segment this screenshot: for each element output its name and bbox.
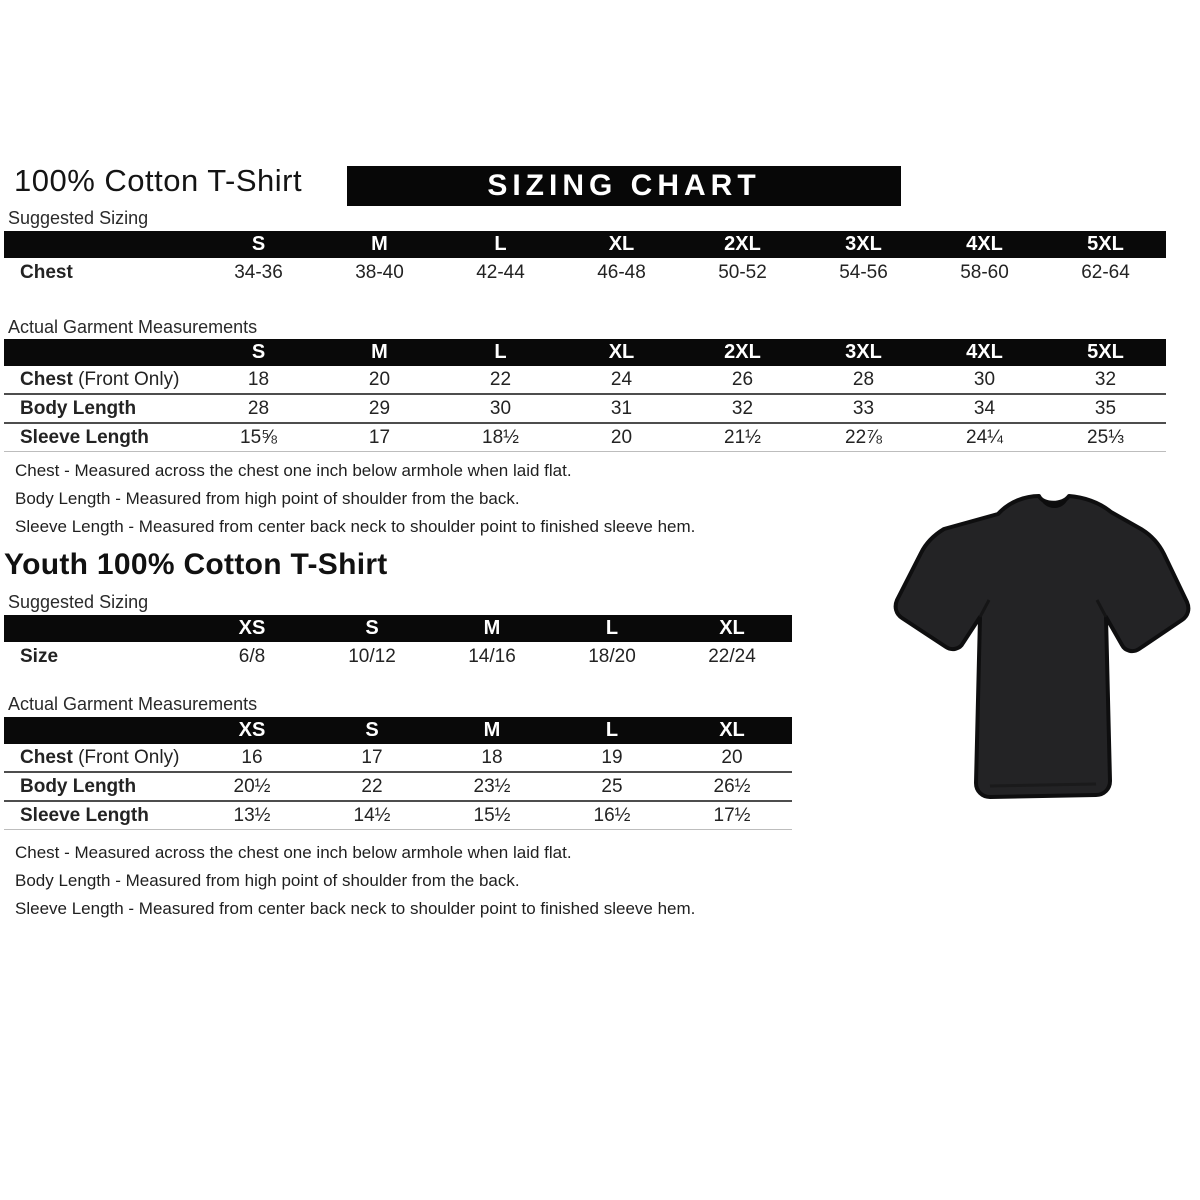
size-column-header: M: [319, 339, 440, 366]
empty-header-cell: [4, 717, 192, 744]
row-label: Size: [20, 645, 59, 667]
size-column-header: XL: [672, 717, 792, 744]
table-cell: 62-64: [1081, 261, 1130, 283]
note-body-length: Body Length - Measured from high point of shoulder from the back.: [15, 871, 520, 890]
table-cell: 50-52: [718, 261, 767, 283]
table-cell: 25⅓: [1045, 423, 1166, 452]
table-cell: 34: [924, 394, 1045, 423]
youth-section-title: Youth 100% Cotton T-Shirt: [4, 548, 388, 581]
table-cell: 20: [368, 368, 391, 390]
table-cell: 58-60: [960, 261, 1009, 283]
table-cell: 14/16: [468, 645, 516, 667]
adult-suggested-sizing-table: [4, 231, 1166, 287]
sleeve-length-row: [4, 423, 1166, 452]
table-cell: 19: [601, 746, 623, 768]
size-column-header: 3XL: [803, 339, 924, 366]
size-header-row: [4, 339, 1166, 366]
table-cell: 20: [561, 423, 682, 452]
size-column-header: L: [440, 339, 561, 366]
size-column-header: S: [312, 717, 432, 744]
table-cell: 35: [1045, 394, 1166, 423]
chest-front-only-row: [4, 366, 1166, 394]
youth-size-row: [4, 642, 792, 671]
row-label: Body Length: [4, 772, 192, 801]
row-label: Sleeve Length: [4, 801, 192, 830]
size-column-header: XS: [192, 615, 312, 642]
table-cell: 18: [247, 368, 270, 390]
table-cell: 20½: [192, 772, 312, 801]
table-cell: 30: [440, 394, 561, 423]
table-cell: 32: [1094, 368, 1117, 390]
table-cell: 18½: [440, 423, 561, 452]
table-cell: 15⅝: [198, 423, 319, 452]
tshirt-graphic: [890, 488, 1195, 808]
table-cell: 22: [489, 368, 512, 390]
table-cell: 28: [852, 368, 875, 390]
table-cell: 22/24: [708, 645, 756, 667]
size-column-header: S: [198, 339, 319, 366]
table-cell: 54-56: [839, 261, 888, 283]
size-column-header: M: [432, 717, 552, 744]
size-column-header: XL: [672, 615, 792, 642]
table-cell: 6/8: [238, 645, 266, 667]
size-column-header: L: [552, 717, 672, 744]
adult-actual-measurements-table: [4, 339, 1166, 452]
table-cell: 32: [682, 394, 803, 423]
size-column-header: XL: [561, 339, 682, 366]
body-length-row: [4, 394, 1166, 423]
chest-front-only-row: [4, 744, 792, 772]
table-cell: 14½: [312, 801, 432, 830]
table-cell: 17: [319, 423, 440, 452]
page-title: 100% Cotton T-Shirt: [14, 163, 303, 198]
size-header-row: [4, 717, 792, 744]
body-length-row: [4, 772, 792, 801]
youth-suggested-sizing-table: [4, 615, 792, 671]
size-column-header: M: [432, 615, 552, 642]
empty-header-cell: [4, 339, 198, 366]
size-column-header: S: [312, 615, 432, 642]
table-cell: 26½: [672, 772, 792, 801]
size-column-header: XL: [561, 231, 682, 258]
sleeve-length-row: [4, 801, 792, 830]
row-label: Body Length: [4, 394, 198, 423]
table-cell: 24¼: [924, 423, 1045, 452]
size-column-header: M: [319, 231, 440, 258]
table-cell: 18/20: [588, 645, 636, 667]
table-cell: 33: [803, 394, 924, 423]
note-sleeve-length: Sleeve Length - Measured from center back neck to shoulder point to finished sleeve hem.: [15, 517, 696, 536]
table-cell: 16½: [552, 801, 672, 830]
table-cell: 38-40: [355, 261, 404, 283]
table-cell: 29: [319, 394, 440, 423]
row-label: Chest (Front Only): [20, 368, 180, 390]
note-body-length: Body Length - Measured from high point of shoulder from the back.: [15, 489, 520, 508]
chest-range-row: [4, 258, 1166, 287]
table-cell: 20: [721, 746, 743, 768]
empty-header-cell: [4, 615, 192, 642]
table-cell: 10/12: [348, 645, 396, 667]
size-column-header: L: [440, 231, 561, 258]
adult-actual-measurements-label: Actual Garment Measurements: [8, 317, 258, 337]
table-cell: 13½: [192, 801, 312, 830]
size-column-header: L: [552, 615, 672, 642]
size-header-row: [4, 231, 1166, 258]
table-cell: 28: [198, 394, 319, 423]
size-column-header: 5XL: [1045, 231, 1166, 258]
size-column-header: 5XL: [1045, 339, 1166, 366]
youth-suggested-sizing-label: Suggested Sizing: [8, 592, 149, 612]
table-cell: 22⅞: [803, 423, 924, 452]
table-cell: 16: [241, 746, 263, 768]
table-cell: 24: [610, 368, 633, 390]
table-cell: 17: [361, 746, 383, 768]
note-sleeve-length: Sleeve Length - Measured from center back neck to shoulder point to finished sleeve hem.: [15, 899, 696, 918]
table-cell: 30: [973, 368, 996, 390]
table-cell: 17½: [672, 801, 792, 830]
table-cell: 42-44: [476, 261, 525, 283]
youth-actual-measurements-table: [4, 717, 792, 830]
table-cell: 21½: [682, 423, 803, 452]
adult-suggested-sizing-label: Suggested Sizing: [8, 208, 149, 228]
row-label: Sleeve Length: [4, 423, 198, 452]
size-column-header: 2XL: [682, 339, 803, 366]
row-label: Chest (Front Only): [20, 746, 180, 768]
table-cell: 18: [481, 746, 503, 768]
size-column-header: XS: [192, 717, 312, 744]
table-cell: 22: [312, 772, 432, 801]
table-cell: 15½: [432, 801, 552, 830]
table-cell: 46-48: [597, 261, 646, 283]
size-column-header: 4XL: [924, 231, 1045, 258]
sizing-chart-banner: SIZING CHART: [347, 166, 901, 206]
size-header-row: [4, 615, 792, 642]
table-cell: 23½: [432, 772, 552, 801]
black-tshirt-image: [890, 488, 1195, 808]
table-cell: 25: [552, 772, 672, 801]
table-cell: 26: [731, 368, 754, 390]
size-column-header: 4XL: [924, 339, 1045, 366]
size-column-header: 3XL: [803, 231, 924, 258]
row-label: Chest: [20, 261, 73, 283]
size-column-header: S: [198, 231, 319, 258]
youth-actual-measurements-label: Actual Garment Measurements: [8, 694, 258, 714]
note-chest: Chest - Measured across the chest one inch below armhole when laid flat.: [15, 461, 572, 480]
size-column-header: 2XL: [682, 231, 803, 258]
table-cell: 31: [561, 394, 682, 423]
note-chest: Chest - Measured across the chest one inch below armhole when laid flat.: [15, 843, 572, 862]
table-cell: 34-36: [234, 261, 283, 283]
empty-header-cell: [4, 231, 198, 258]
